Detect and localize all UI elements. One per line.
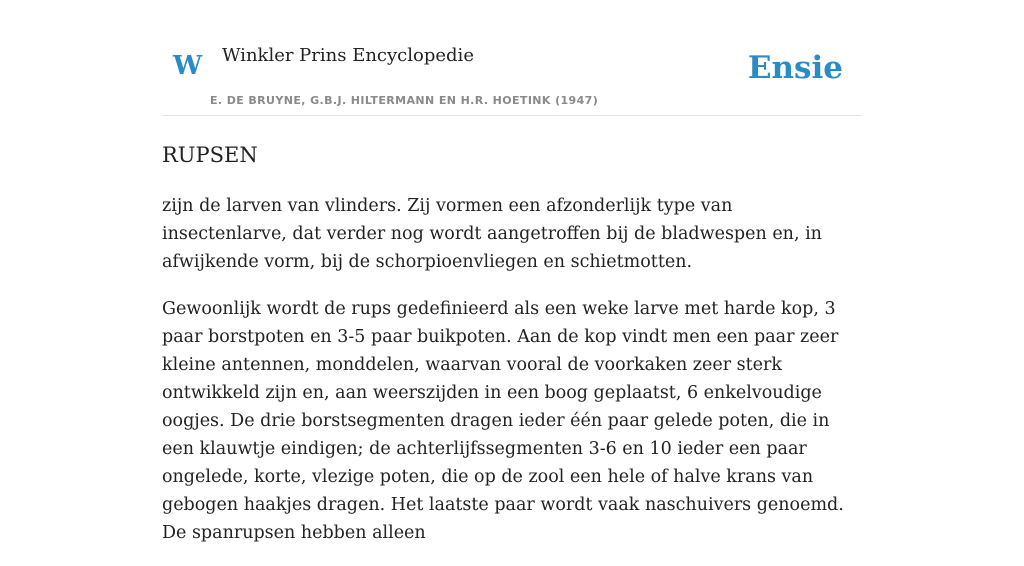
article-paragraph: zijn de larven van vlinders. Zij vormen een afzonderlijk type van insectenlarve, dat verder nog wordt aangetroffen bij de bladwespen en, in afwijkende vorm, bij de schorpioenvliegen en schietmotten. [162, 196, 822, 272]
article-paragraph: Gewoonlijk wordt de rups gedefinieerd als een weke larve met harde kop, 3 paar borstpoten en 3-5 paar buikpoten. Aan de kop vindt men een paar zeer kleine antennen, monddelen, waarvan vooral de voorkaken zeer sterk ontwikkeld zijn en, aan weerszijden in een boog geplaatst, 6 enkelvoudige oogjes. De drie borstsegmenten dragen ieder één paar gelede poten, die in een klauwtje eindigen; de achterlijfssegmenten 3-6 en 10 ieder een paar ongelede, korte, vlezige poten, die op de zool een hele of halve krans van gebogen haakjes dragen. Het laatste paar wordt vaak naschuivers genoemd. De spanrupsen hebben alleen [162, 299, 844, 543]
ensie-logo[interactable]: Ensie [747, 50, 843, 86]
article [162, 141, 862, 566]
article-title: RUPSEN [162, 143, 258, 167]
winkler-prins-logo[interactable]: W [173, 51, 203, 81]
site-header [162, 40, 862, 116]
encyclopedia-title[interactable]: Winkler Prins Encyclopedie [222, 45, 474, 66]
authors-credit: E. DE BRUYNE, G.B.J. HILTERMANN EN H.R. HOETINK (1947) [210, 94, 599, 107]
